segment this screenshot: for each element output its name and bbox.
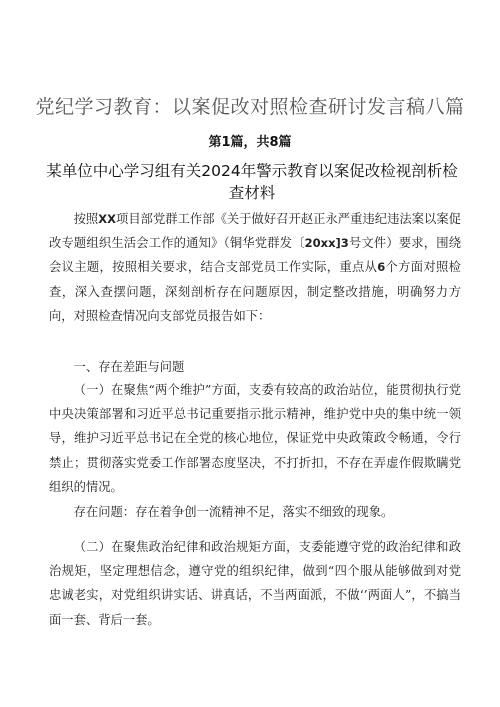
intro-text: 按照 (73, 212, 99, 226)
intro-bold: 20xx]3 (304, 236, 349, 251)
article-subtitle: 某单位中心学习组有关2024年警示教育以案促改检视剖析检查材料 (46, 162, 458, 202)
document-title: 党纪学习教育：以案促改对照检查研讨发言稿八篇 (35, 96, 465, 118)
intro-bold: 6 (377, 260, 386, 275)
intro-text: 项目部党群工作部《关于做好召开赵正永严重违纪违法案以案促改专题组织生活会工作的通知》（铜华党群发〔 (49, 212, 461, 251)
body-paragraph: （二）在聚焦政治纪律和政治规矩方面，支委能遵守党的政治纪律和政治规矩，坚定理想信念，遵守党的组织纪律，做到“四个服从能够做到对党忠诚老实，对党组织讲实话、讲真话，不当两面派，不做‘’两面人”，不搞当面一套、背后一套。 (49, 540, 461, 627)
intro-text: 号文件）要求，围绕会议主题，按照相关要求，结合支部党员工作实际，重点从 (49, 236, 461, 275)
part-label: 第1篇，共8篇 (208, 135, 292, 150)
body-paragraph: （一）在聚焦“两个维护”方面，支委有较高的政治站位，能贯彻执行党中央决策部署和习近平总书记重要指示批示精神，维护党中央的集中统一领导，维护习近平总书记在全党的核心地位，保证党中央政策政令畅通，令行禁止；贯彻落实党委工作部署态度坚决，不打折扣，不存在弄虚作假欺瞒党组织的情况。 (49, 383, 461, 494)
intro-text: 个方面对照检查，深入查摆问题，深刻剖析存在问题原因，制定整改措施，明确努力方向，对照检查情况向支部党员报告如下： (49, 260, 461, 323)
intro-paragraph (49, 207, 461, 328)
section-heading: 一、存在差距与问题 (73, 360, 185, 374)
problem-statement: 存在问题：存在着争创一流精神不足，落实不细致的现象。 (73, 505, 394, 519)
intro-bold: XX (98, 212, 116, 226)
